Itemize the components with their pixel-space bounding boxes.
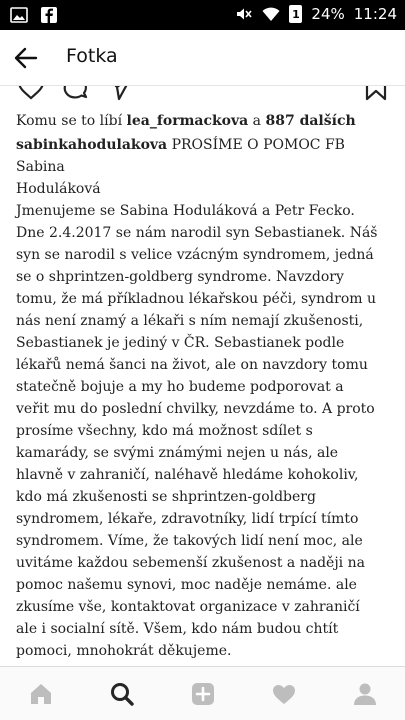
comment-icon[interactable] <box>60 86 90 102</box>
caption-line: uvitáme každou sebemenší zkušenost a naději na <box>16 555 365 571</box>
likes-count[interactable]: 887 dalších <box>265 113 356 129</box>
battery-indicator: 1 <box>292 7 300 21</box>
profile-icon[interactable] <box>345 674 385 714</box>
mute-icon <box>235 5 253 23</box>
caption-line: syndromem, lékaře, zdravotníky, lidí trpící tímto <box>16 511 359 527</box>
facebook-icon <box>40 6 58 24</box>
caption-line: lékařů nemá šanci na život, ale on navzdory tomu <box>16 357 368 373</box>
battery-percent: 24% <box>311 5 345 23</box>
caption <box>16 134 398 662</box>
caption-line: se o shprintzen-goldberg syndrome. Navzdory <box>16 269 344 285</box>
caption-line: zkusíme vše, kontaktovat organizace v zahraničí <box>16 599 360 615</box>
caption-line: Hoduláková <box>16 181 101 197</box>
caption-line: Dne 2.4.2017 se nám narodil syn Sebastianek. Náš <box>16 225 378 241</box>
caption-line: Sebastianek je jediný v ČR. Sebastianek podle <box>16 335 345 351</box>
caption-line: tomu, že má příkladnou lékařskou péči, syndrom u <box>16 291 376 307</box>
page-title: Fotka <box>66 45 118 67</box>
caption-line: PROSÍME O POMOC FB Sabina <box>16 137 345 175</box>
post-content <box>16 106 398 662</box>
caption-line: hlavně v zahraničí, naléhavě hledáme kohokoliv, <box>16 467 359 483</box>
likes-middle: a <box>248 113 266 129</box>
caption-line: syndromem. Víme, že takových lidí není moc, ale <box>16 533 363 549</box>
back-arrow-icon[interactable] <box>12 44 40 72</box>
post-action-bar <box>0 86 405 104</box>
caption-author[interactable]: sabinkahodulakova <box>16 137 168 153</box>
search-icon[interactable] <box>102 674 142 714</box>
clock: 11:24 <box>353 5 397 23</box>
likes-line <box>16 110 398 132</box>
caption-line: ale i socialní sítě. Všem, kdo nám budou chtít <box>16 621 339 637</box>
caption-line: nás není znamý a lékaři s ním nemají zkušenosti, <box>16 313 364 329</box>
caption-line: veřit mu do poslední chvilky, nevzdáme to. A proto <box>16 401 375 417</box>
likes-prefix: Komu se to líbí <box>16 113 127 129</box>
image-icon <box>10 6 28 24</box>
caption-line: statečně bojuje a my ho budeme podporovat a <box>16 379 344 395</box>
liked-by-user[interactable]: lea_formackova <box>126 113 249 129</box>
bottom-nav <box>0 666 405 720</box>
battery-icon <box>289 5 302 23</box>
bookmark-icon[interactable] <box>362 86 390 102</box>
activity-heart-icon[interactable] <box>264 674 304 714</box>
heart-icon[interactable] <box>16 86 46 102</box>
caption-line: kamarády, se svými známými nejen u nás, ale <box>16 445 339 461</box>
caption-line: pomoc našemu synovi, moc naděje nemáme. ale <box>16 577 357 593</box>
app-bar <box>0 30 405 86</box>
add-post-icon[interactable] <box>183 674 223 714</box>
caption-line: kdo má zkušenosti se shprintzen-goldberg <box>16 489 316 505</box>
caption-line: syn se narodil s velice vzácným syndromem, jedná <box>16 247 374 263</box>
caption-line: Jmenujeme se Sabina Hoduláková a Petr Fecko. <box>16 203 355 219</box>
share-icon[interactable] <box>104 86 134 102</box>
home-icon[interactable] <box>21 674 61 714</box>
wifi-icon <box>262 5 280 23</box>
caption-line: prosíme všechny, kdo má možnost sdílet s <box>16 423 313 439</box>
status-bar <box>0 0 405 30</box>
caption-line: pomoci, mnohokrát děkujeme. <box>16 643 232 659</box>
